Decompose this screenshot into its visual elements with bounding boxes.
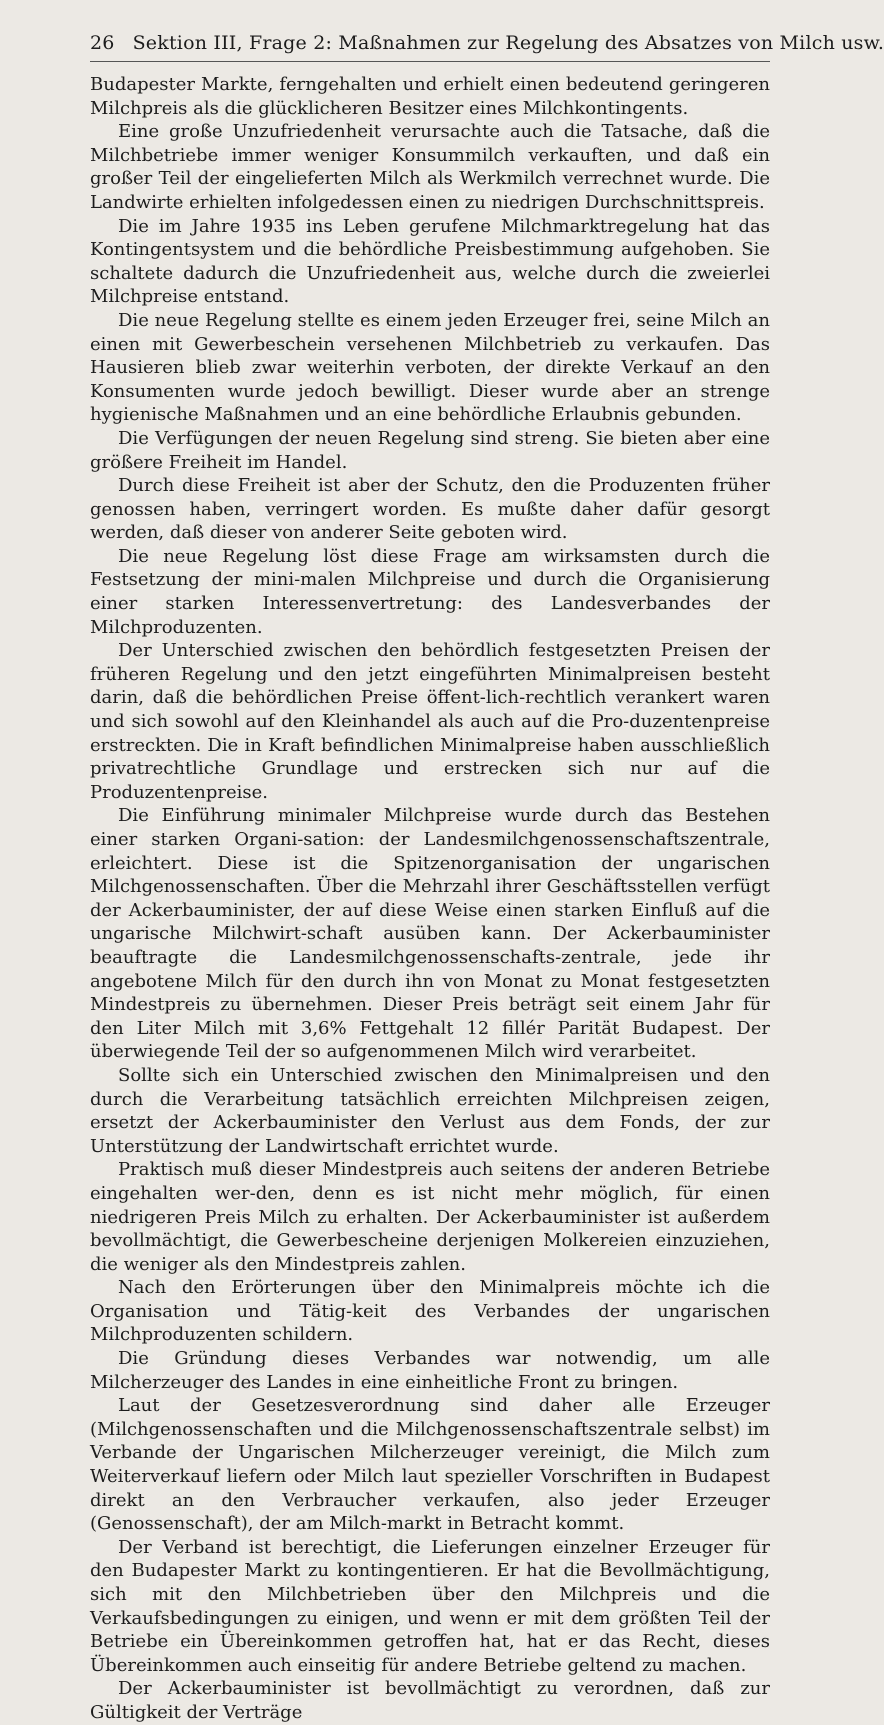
paragraph: Praktisch muß dieser Mindestpreis auch seitens der anderen Betriebe eingehalten wer-den, denn es ist nicht mehr möglich, für einen niedrigeren Preis Milch zu erhalten. Der Ackerbauminister ist außerdem bevollmächtigt, die Gewerbescheine derjenigen Molkereien einzuziehen, die weniger als den Mindestpreis zahlen. <box>90 1159 770 1275</box>
paragraph: Die Gründung dieses Verbandes war notwendig, um alle Milcherzeuger des Landes in eine einheitliche Front zu bringen. <box>90 1348 770 1393</box>
paragraph: Budapester Markte, ferngehalten und erhielt einen bedeutend geringeren Milchpreis als die glücklicheren Besitzer eines Milchkontingents. <box>90 74 770 119</box>
paragraph: Der Ackerbauminister ist bevollmächtigt zu verordnen, daß zur Gültigkeit der Verträge <box>90 1678 770 1723</box>
paragraph: Die neue Regelung stellte es einem jeden Erzeuger frei, seine Milch an einen mit Gewerbeschein versehenen Milchbetrieb zu verkaufen. Das Hausieren blieb zwar weiterhin verboten, der direkte Verkauf an den Konsumenten wurde jedoch bewilligt. Dieser wurde aber an strenge hygienische Maßnahmen und an eine behördliche Erlaubnis gebunden. <box>90 309 770 426</box>
paragraph: Nach den Erörterungen über den Minimalpreis möchte ich die Organisation und Tätig-keit des Verbandes der ungarischen Milchproduzenten schildern. <box>90 1277 770 1346</box>
paragraph: Eine große Unzufriedenheit verursachte auch die Tatsache, daß die Milchbetriebe immer weniger Konsummilch verkauften, und daß ein großer Teil der eingelieferten Milch als Werkmilch verrechnet wurde. Die Landwirte erhielten infolgedessen einen zu niedrigen Durchschnittspreis. <box>90 121 770 213</box>
header-rule <box>90 61 770 62</box>
paragraph: Die Verfügungen der neuen Regelung sind streng. Sie bieten aber eine größere Freiheit im Handel. <box>90 427 770 473</box>
paragraph: Der Verband ist berechtigt, die Lieferungen einzelner Erzeuger für den Budapester Markt zu kontingentieren. Er hat die Bevollmächtigung, sich mit den Milchbetrieben über den Milchpreis und die Verkaufsbedingungen zu einigen, und wenn er mit dem größten Teil der Betriebe ein Übereinkommen getroffen hat, hat er das Recht, dieses Übereinkommen auch einseitig für andere Betriebe geltend zu machen. <box>90 1536 770 1676</box>
paragraph: Laut der Gesetzesverordnung sind daher alle Erzeuger (Milchgenossenschaften und die Milchgenossenschaftszentrale selbst) im Verbande der Ungarischen Milcherzeuger vereinigt, die Milch zum Weiterverkauf liefern oder Milch laut spezieller Vorschriften in Budapest direkt an den Verbraucher verkaufen, also jeder Erzeuger (Genossenschaft), der am Milch-markt in Betracht kommt. <box>90 1395 770 1535</box>
paragraph: Der Unterschied zwischen den behördlich festgesetzten Preisen der früheren Regelung und den jetzt eingeführten Minimalpreisen besteht darin, daß die behördlichen Preise öffent-lich-rechtlich verankert waren und sich sowohl auf den Kleinhandel als auch auf die Pro-duzentenpreise erstreckten. Die in Kraft befindlichen Minimalpreise haben ausschließlich privatrechtliche Grundlage und erstrecken sich nur auf die Produzentenpreise. <box>90 640 770 803</box>
page-number: 26 <box>90 32 115 54</box>
paragraph: Durch diese Freiheit ist aber der Schutz, den die Produzenten früher genossen haben, verringert worden. Es mußte daher dafür gesorgt werden, daß dieser von anderer Seite geboten wird. <box>90 475 770 544</box>
running-head <box>90 30 884 56</box>
paragraph: Die im Jahre 1935 ins Leben gerufene Milchmarktregelung hat das Kontingentsystem und die behördliche Preisbestimmung aufgehoben. Sie schaltete dadurch die Unzufriedenheit aus, welche durch die zweierlei Milchpreise entstand. <box>90 215 770 308</box>
paragraph: Sollte sich ein Unterschied zwischen den Minimalpreisen und den durch die Verarbeitung tatsächlich erreichten Milchpreisen zeigen, ersetzt der Ackerbauminister den Verlust aus dem Fonds, der zur Unterstützung der Landwirtschaft errichtet wurde. <box>90 1064 770 1157</box>
running-title: Sektion III, Frage 2: Maßnahmen zur Regelung des Absatzes von Milch usw. <box>132 32 884 54</box>
body-text <box>90 73 770 1725</box>
paragraph: Die Einführung minimaler Milchpreise wurde durch das Bestehen einer starken Organi-sation: der Landesmilchgenossenschaftszentrale, erleichtert. Diese ist die Spitzenorganisation der ungarischen Milchgenossenschaften. Über die Mehrzahl ihrer Geschäftsstellen verfügt der Ackerbauminister, der auf diese Weise einen starken Einfluß auf die ungarische Milchwirt-schaft ausüben kann. Der Ackerbauminister beauftragte die Landesmilchgenossenschafts-zentrale, jede ihr angebotene Milch für den durch ihn von Monat zu Monat festgesetzten Mindestpreis zu übernehmen. Dieser Preis beträgt seit einem Jahr für den Liter Milch mit 3,6% Fettgehalt 12 fillér Parität Budapest. Der überwiegende Teil der so aufgenommenen Milch wird verarbeitet. <box>90 805 770 1063</box>
paragraph: Die neue Regelung löst diese Frage am wirksamsten durch die Festsetzung der mini-malen Milchpreise und durch die Organisierung einer starken Interessenvertretung: des Landesverbandes der Milchproduzenten. <box>90 545 770 638</box>
